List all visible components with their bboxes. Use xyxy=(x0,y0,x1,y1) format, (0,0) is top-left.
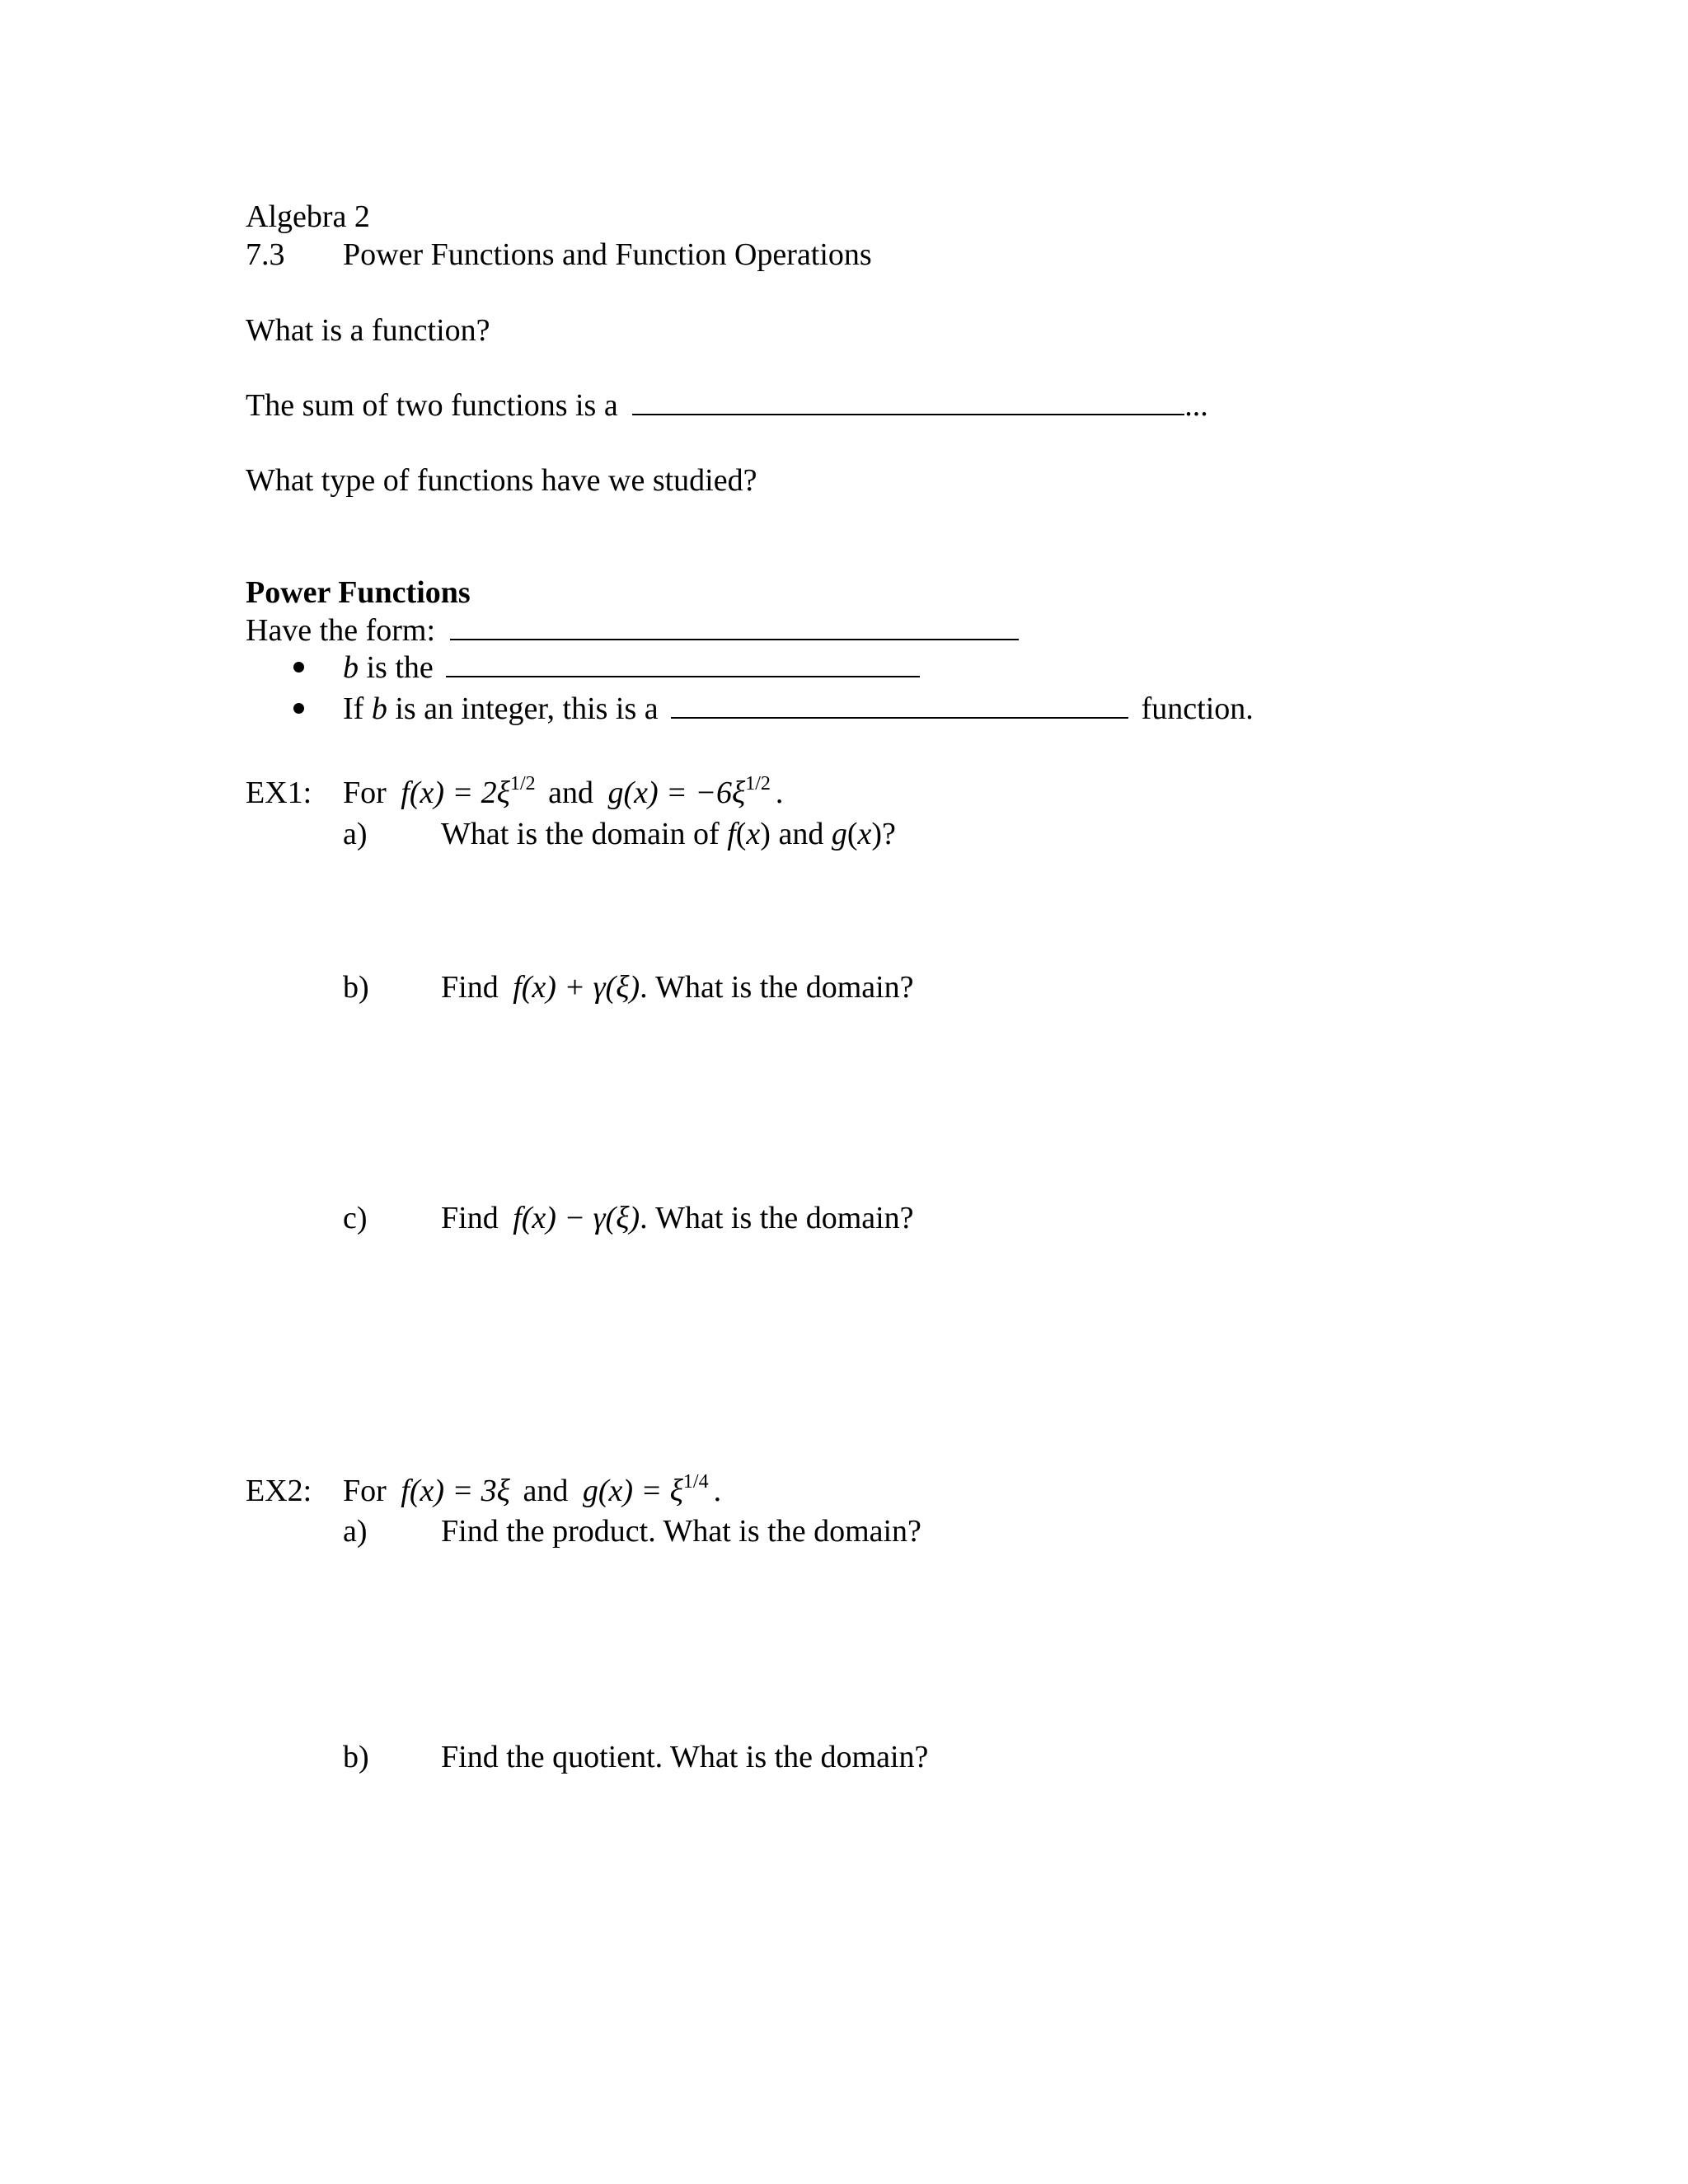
bullet-1-text: is the xyxy=(359,650,434,685)
bullet-2-pre: If xyxy=(343,691,372,726)
bullet-2-blank[interactable] xyxy=(671,717,1128,719)
ex1-b-rest: . What is the domain? xyxy=(640,970,914,1005)
power-functions-heading: Power Functions xyxy=(246,575,471,610)
ex1-a-text-3: ) and xyxy=(760,817,832,851)
ex2-and: and xyxy=(523,1474,569,1508)
question-types-studied: What type of functions have we studied? xyxy=(246,463,757,498)
bullet-1-var: b xyxy=(343,650,359,685)
ex2-a-label: a) xyxy=(343,1514,368,1549)
ex1-c-find: Find xyxy=(441,1201,499,1235)
sum-answer-blank[interactable] xyxy=(632,414,1184,415)
ex1-a-f: f xyxy=(727,817,736,851)
ex1-f-def: f(x) = 2ξ xyxy=(401,776,510,810)
ex1-c-label: c) xyxy=(343,1201,368,1235)
ex2-b-question: Find the quotient. What is the domain? xyxy=(441,1740,929,1774)
ex1-statement xyxy=(343,773,784,810)
ex1-a-text-2: ( xyxy=(735,817,747,851)
ex1-and: and xyxy=(548,776,593,810)
bullet-2 xyxy=(343,693,1254,724)
bullet-2-text: is an integer, this is a xyxy=(387,691,659,726)
ex1-b-find: Find xyxy=(441,970,499,1005)
ex1-a-text-5: )? xyxy=(871,817,896,851)
ex2-for: For xyxy=(343,1474,387,1508)
bullet-2-var: b xyxy=(371,691,387,726)
bullet-2-suffix: function. xyxy=(1141,691,1254,726)
ex1-b-question xyxy=(441,972,914,1003)
course-title: Algebra 2 xyxy=(246,199,370,234)
ex2-label: EX2: xyxy=(246,1474,312,1508)
ex1-b-label: b) xyxy=(343,970,369,1005)
ex1-a-g: g xyxy=(831,817,847,851)
ex1-c-rest: . What is the domain? xyxy=(640,1201,914,1235)
ex1-g-def: g(x) = −6ξ xyxy=(607,776,746,810)
ex2-b-label: b) xyxy=(343,1740,369,1774)
question-what-is-function: What is a function? xyxy=(246,313,490,348)
ex1-a-question xyxy=(441,818,896,850)
ex1-a-text-4: ( xyxy=(846,817,858,851)
ex2-g-exp: 1/4 xyxy=(682,1471,709,1493)
section-title: Power Functions and Function Operations xyxy=(343,237,872,272)
ex1-a-x2: x xyxy=(857,817,872,851)
ex1-end: . xyxy=(775,776,784,810)
form-label: Have the form: xyxy=(246,613,436,648)
ex1-a-label: a) xyxy=(343,817,368,851)
bullet-1 xyxy=(343,652,920,683)
sum-prefix: The sum of two functions is a xyxy=(246,388,618,423)
ex1-a-x1: x xyxy=(746,817,761,851)
ex2-g-def: g(x) = ξ xyxy=(582,1474,683,1508)
section-number: 7.3 xyxy=(246,237,285,272)
ex1-c-expr: f(x) − γ(ξ) xyxy=(513,1201,640,1235)
ex1-c-question xyxy=(441,1202,914,1234)
ex2-f-def: f(x) = 3ξ xyxy=(401,1474,510,1508)
ex2-end: . xyxy=(713,1474,722,1508)
sum-ellipsis: ... xyxy=(1184,388,1208,423)
ex1-f-exp: 1/2 xyxy=(509,773,536,794)
ex2-statement xyxy=(343,1471,722,1508)
bullet-1-blank[interactable] xyxy=(446,676,920,677)
sum-statement xyxy=(246,390,1208,421)
ex2-a-question: Find the product. What is the domain? xyxy=(441,1514,921,1549)
ex1-for: For xyxy=(343,776,387,810)
ex1-label: EX1: xyxy=(246,776,312,810)
form-line xyxy=(246,615,1019,646)
form-answer-blank[interactable] xyxy=(450,639,1019,640)
ex1-b-expr: f(x) + γ(ξ) xyxy=(513,970,640,1005)
bullet-dot-1 xyxy=(293,662,304,673)
bullet-dot-2 xyxy=(293,703,304,714)
ex1-g-exp: 1/2 xyxy=(745,773,771,794)
ex1-a-text-1: What is the domain of xyxy=(441,817,728,851)
